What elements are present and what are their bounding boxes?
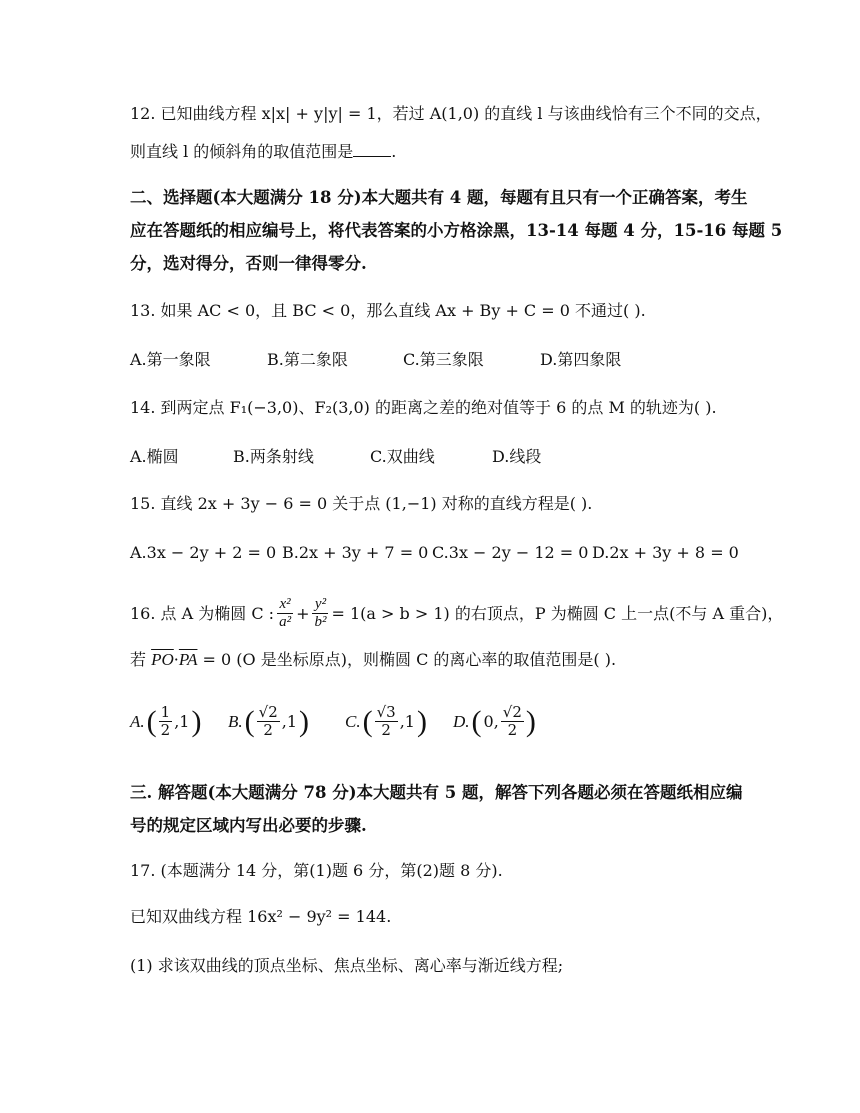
q16-stem-line2 bbox=[130, 649, 616, 671]
q17-given: 已知双曲线方程 16x² − 9y² = 144. bbox=[130, 907, 392, 926]
option-tail: ,1 bbox=[399, 711, 415, 731]
section2-heading-line1: 二、选择题(本大题满分 18 分)本大题共有 4 题，每题有且只有一个正确答案，考生 bbox=[130, 188, 748, 207]
q16-option-d[interactable] bbox=[453, 704, 536, 739]
q16-stem-line1 bbox=[130, 596, 783, 631]
fraction-sqrt3-over-2 bbox=[375, 704, 398, 739]
paren-open: ( bbox=[244, 704, 255, 738]
option-tail: ,1 bbox=[281, 711, 298, 731]
frac-den: b² bbox=[314, 614, 327, 630]
frac-den: 2 bbox=[381, 721, 391, 739]
dot-product: · bbox=[173, 650, 179, 669]
q13-stem: 13. 如果 AC < 0，且 BC < 0，那么直线 Ax + By + C = 0 不通过( ). bbox=[130, 301, 646, 320]
option-label: A. bbox=[130, 711, 145, 731]
q17-part1: (1) 求该双曲线的顶点坐标、焦点坐标、离心率与渐近线方程; bbox=[130, 956, 564, 975]
q16-option-a[interactable] bbox=[130, 704, 201, 739]
frac-num: 1 bbox=[160, 703, 171, 721]
q13-option-d[interactable]: D.第四象限 bbox=[540, 350, 622, 369]
answer-blank[interactable] bbox=[353, 142, 391, 157]
q15-option-b[interactable]: B.2x + 3y + 7 = 0 bbox=[282, 543, 429, 562]
q15-option-d[interactable]: D.2x + 3y + 8 = 0 bbox=[592, 543, 739, 562]
paren-open: ( bbox=[362, 704, 373, 738]
q16-line2-a: 若 bbox=[130, 650, 147, 669]
fraction-x2-a2 bbox=[277, 596, 293, 631]
q16-option-b[interactable] bbox=[228, 704, 309, 739]
q14-option-c[interactable]: C.双曲线 bbox=[370, 447, 435, 466]
fraction-sqrt2-over-2 bbox=[501, 704, 524, 739]
frac-den: 2 bbox=[160, 721, 171, 739]
q14-option-d[interactable]: D.线段 bbox=[492, 447, 542, 466]
paren-open: ( bbox=[146, 704, 157, 738]
frac-num: √2 bbox=[258, 703, 278, 721]
frac-den: 2 bbox=[507, 721, 518, 739]
q14-stem: 14. 到两定点 F₁(−3,0)、F₂(3,0) 的距离之差的绝对值等于 6 的点 M 的轨迹为( ). bbox=[130, 398, 717, 417]
option-label: D. bbox=[453, 711, 470, 731]
frac-den: 2 bbox=[263, 721, 273, 739]
q15-option-c[interactable]: C.3x − 2y − 12 = 0 bbox=[432, 543, 589, 562]
option-label: B. bbox=[228, 711, 243, 731]
frac-num: y² bbox=[312, 596, 328, 614]
fraction-y2-b2 bbox=[312, 596, 328, 631]
q16-stem-b: = 1(a > b > 1) 的右顶点，P 为椭圆 C 上一点(不与 A 重合)， bbox=[331, 603, 784, 623]
section2-heading-line2: 应在答题纸的相应编号上，将代表答案的小方格涂黑，13-14 每题 4 分，15-16 每题 5 bbox=[130, 221, 783, 240]
paren-close: ) bbox=[299, 704, 310, 738]
paren-close: ) bbox=[191, 704, 202, 738]
option-tail: ,1 bbox=[174, 711, 190, 731]
q15-stem: 15. 直线 2x + 3y − 6 = 0 关于点 (1,−1) 对称的直线方程是( ). bbox=[130, 494, 593, 513]
section3-heading-line1: 三. 解答题(本大题满分 78 分)本大题共有 5 题，解答下列各题必须在答题纸相应编 bbox=[130, 783, 743, 802]
q15-option-a[interactable]: A.3x − 2y + 2 = 0 bbox=[130, 543, 277, 562]
period: . bbox=[391, 142, 397, 161]
frac-den: a² bbox=[279, 614, 292, 630]
q17-header: 17. (本题满分 14 分，第(1)题 6 分，第(2)题 8 分). bbox=[130, 861, 503, 880]
q13-option-b[interactable]: B.第二象限 bbox=[267, 350, 348, 369]
q12-line2 bbox=[130, 141, 396, 163]
q16-option-c[interactable] bbox=[345, 704, 427, 739]
option-label: C. bbox=[345, 711, 361, 731]
q13-option-a[interactable]: A.第一象限 bbox=[130, 350, 211, 369]
section3-heading-line2: 号的规定区域内写出必要的步骤. bbox=[130, 816, 367, 835]
q16-line2-b: = 0 (O 是坐标原点)，则椭圆 C 的离心率的取值范围是( ). bbox=[202, 650, 617, 669]
plus-sign: + bbox=[296, 603, 310, 623]
section2-heading-line3: 分，选对得分，否则一律得零分. bbox=[130, 254, 367, 273]
paren-close: ) bbox=[416, 704, 427, 738]
q12-line2-text: 则直线 l 的倾斜角的取值范围是 bbox=[130, 142, 354, 161]
option-head: 0, bbox=[483, 711, 499, 731]
vector-pa: $\overline{PA}$ bbox=[178, 650, 198, 669]
fraction-sqrt2-over-2 bbox=[257, 704, 280, 739]
paren-open: ( bbox=[471, 704, 482, 738]
q14-option-a[interactable]: A.椭圆 bbox=[130, 447, 179, 466]
frac-num: √2 bbox=[502, 703, 522, 721]
frac-num: x² bbox=[277, 596, 293, 614]
paren-close: ) bbox=[525, 704, 536, 738]
fraction-half bbox=[159, 704, 173, 739]
q14-option-b[interactable]: B.两条射线 bbox=[233, 447, 314, 466]
q16-stem-a: 16. 点 A 为椭圆 C : bbox=[130, 603, 275, 623]
vector-po: $\overline{PO}$ bbox=[151, 650, 174, 669]
q13-option-c[interactable]: C.第三象限 bbox=[403, 350, 484, 369]
frac-num: √3 bbox=[376, 703, 396, 721]
q12-line1: 12. 已知曲线方程 x|x| + y|y| = 1，若过 A(1,0) 的直线 l 与该曲线恰有三个不同的交点， bbox=[130, 104, 772, 123]
